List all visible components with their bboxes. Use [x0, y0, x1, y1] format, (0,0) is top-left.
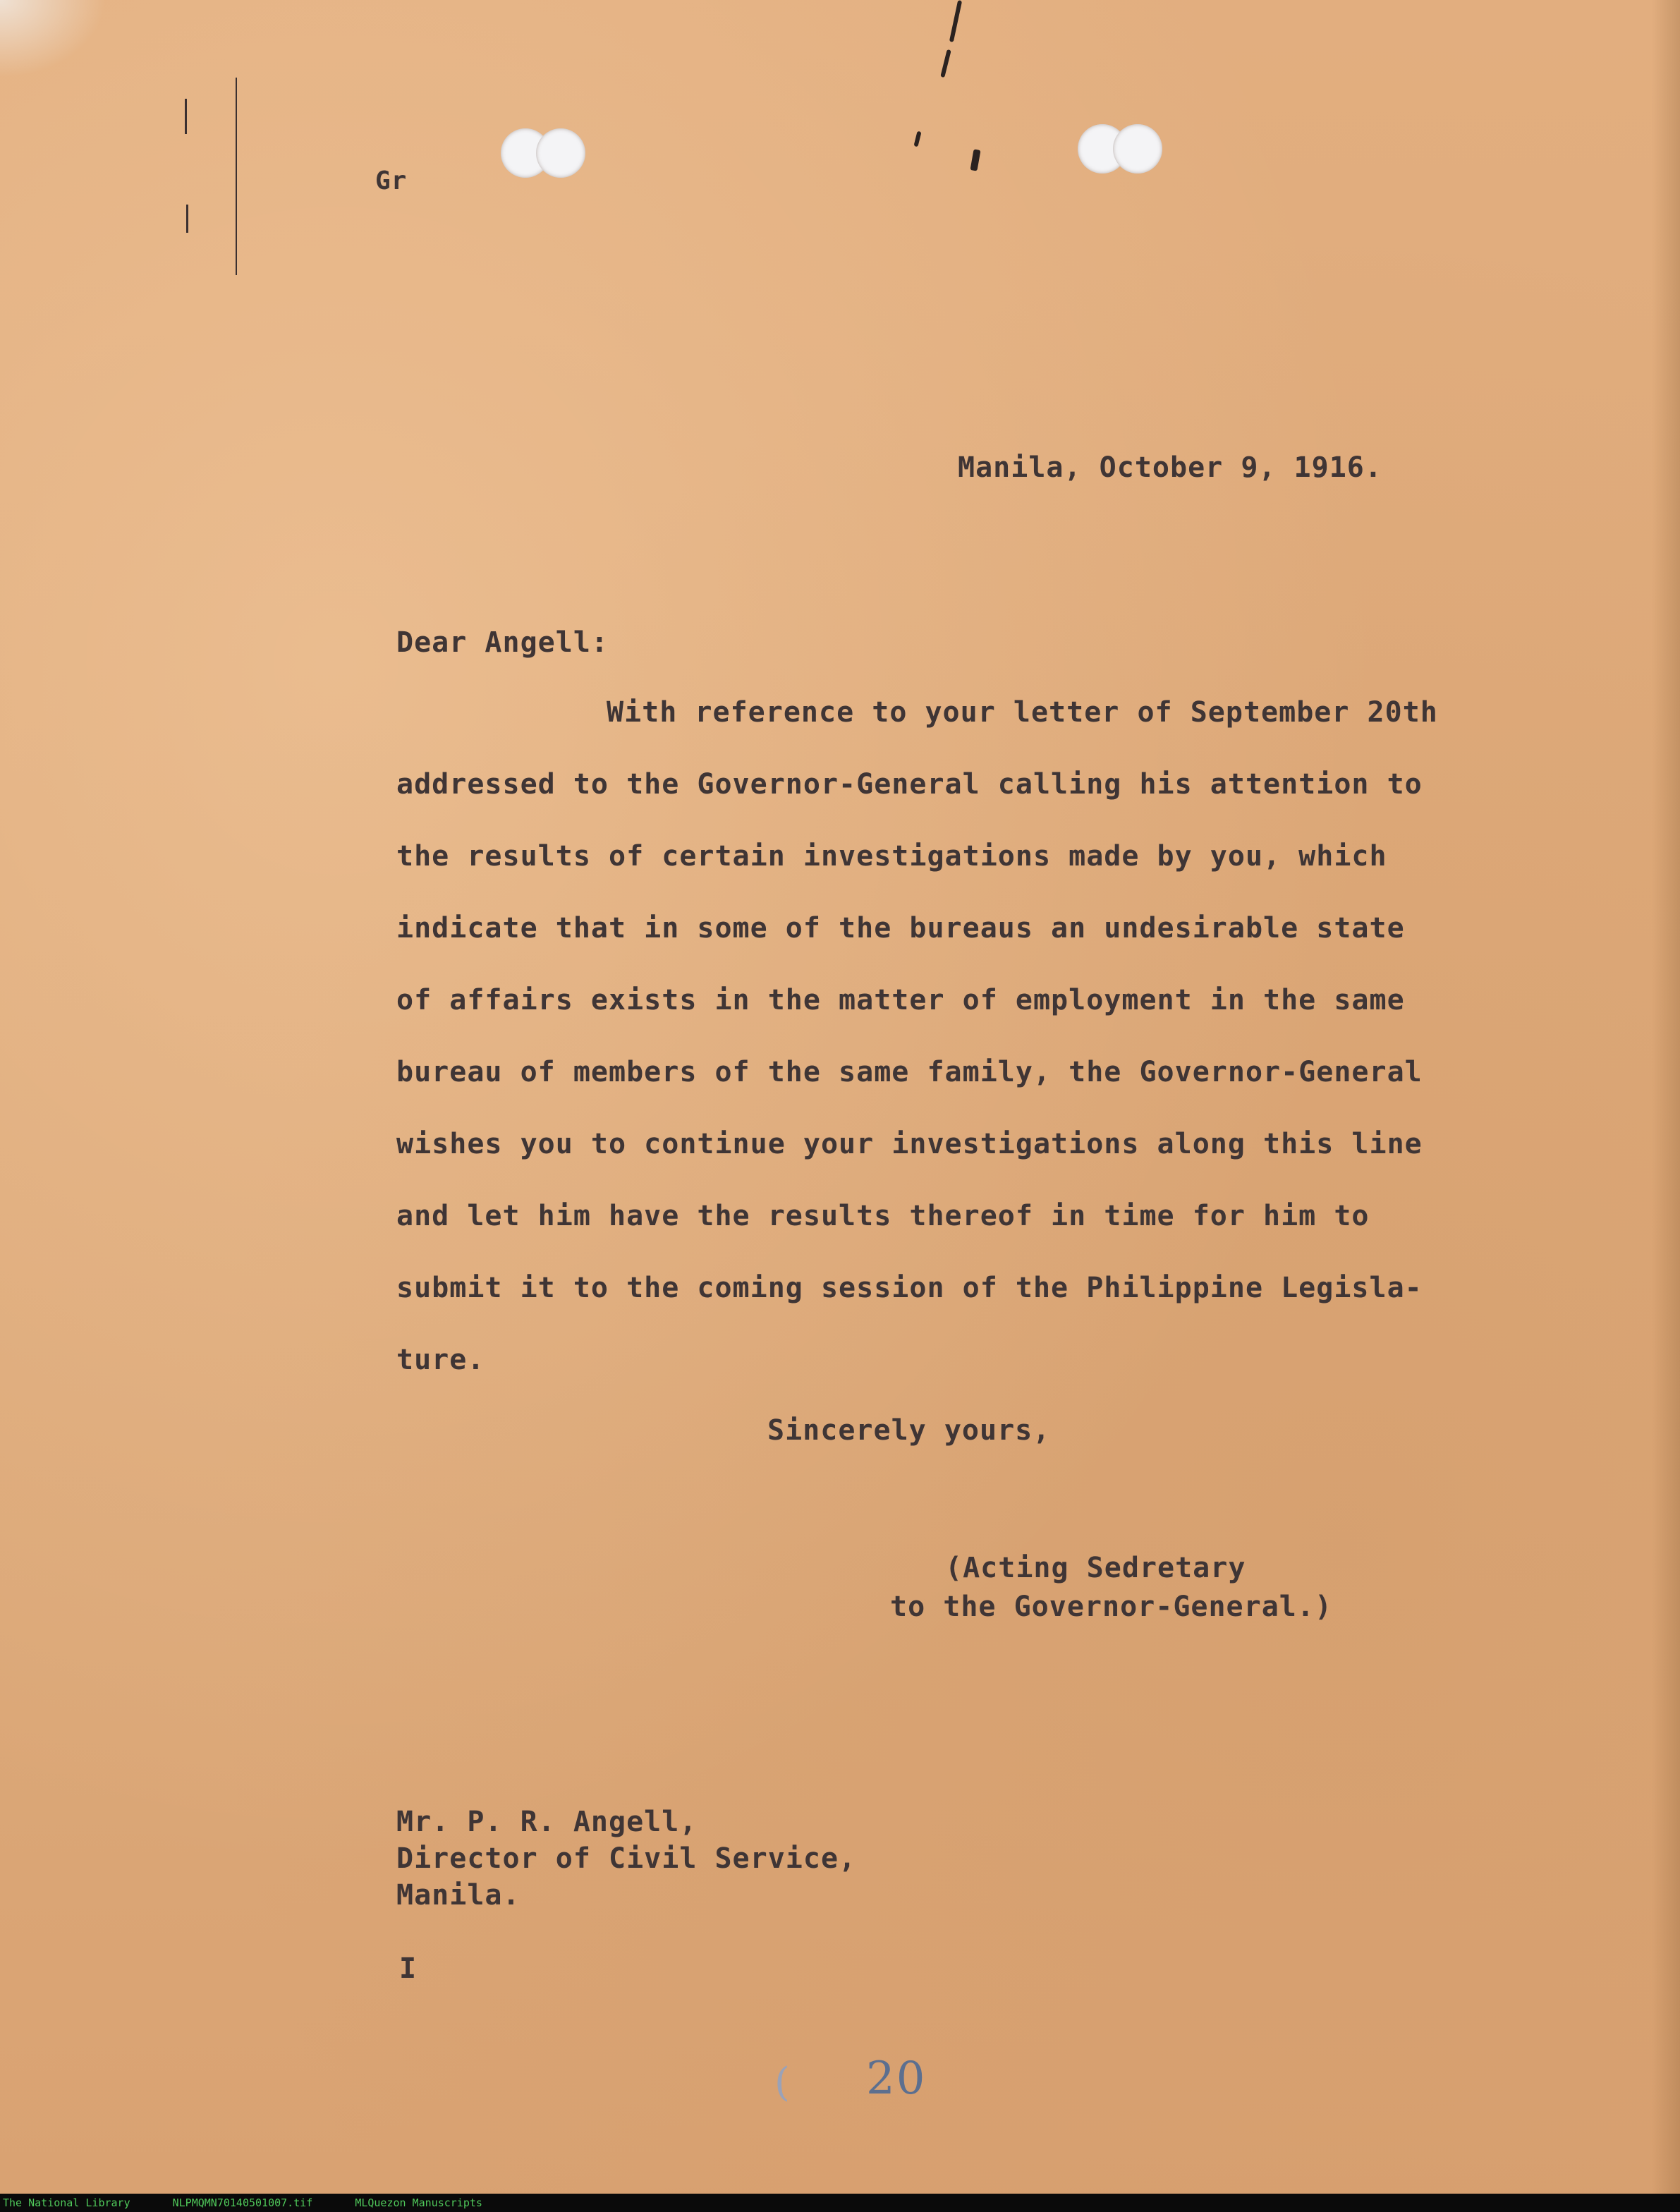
footer-file-name: NLPMQMN70140501007.tif — [172, 2196, 313, 2209]
body-line: bureau of members of the same family, the Governor-General — [396, 1056, 1423, 1088]
pen-stroke-mark — [940, 49, 951, 78]
body-line: submit it to the coming session of the Philippine Legisla- — [396, 1272, 1423, 1304]
recipient-city: Manila. — [396, 1879, 521, 1912]
letter-body — [396, 695, 1454, 1414]
margin-tick-mark — [186, 205, 188, 233]
recipient-name: Mr. P. R. Angell, — [396, 1806, 698, 1838]
margin-rule-mark — [236, 78, 237, 275]
folio-bracket-mark: ( — [774, 2060, 790, 2105]
typist-initial: I — [399, 1952, 418, 1985]
paper-edge-shadow — [1652, 0, 1680, 2194]
pen-stroke-mark — [970, 149, 980, 171]
pen-stroke-mark — [913, 131, 921, 147]
folio-number: 20 — [866, 2053, 927, 2105]
margin-tick-mark — [185, 99, 187, 134]
signature-title-line-2: to the Governor-General.) — [890, 1591, 1333, 1623]
footer-collection: MLQuezon Manuscripts — [355, 2196, 482, 2209]
closing: Sincerely yours, — [767, 1414, 1051, 1447]
archive-footer-bar — [0, 2194, 1680, 2212]
file-initials: Gr — [375, 166, 408, 195]
body-line: indicate that in some of the bureaus an undesirable state — [396, 912, 1405, 944]
body-line: the results of certain investigations made by you, which — [396, 840, 1387, 873]
signature-title-line-1: (Acting Sedretary — [945, 1552, 1246, 1584]
body-line: of affairs exists in the matter of employment in the same — [396, 984, 1405, 1016]
dateline: Manila, October 9, 1916. — [958, 451, 1382, 484]
body-line: With reference to your letter of September 20th — [607, 696, 1438, 729]
body-line: addressed to the Governor-General calling his attention to — [396, 768, 1423, 801]
body-line: wishes you to continue your investigations along this line — [396, 1128, 1423, 1160]
recipient-title: Director of Civil Service, — [396, 1842, 857, 1875]
pen-stroke-mark — [949, 0, 962, 42]
body-line: ture. — [396, 1344, 485, 1376]
paper-corner-wear — [0, 0, 106, 78]
footer-library: The National Library — [3, 2196, 130, 2209]
body-line: and let him have the results thereof in time for him to — [396, 1200, 1370, 1232]
salutation: Dear Angell: — [396, 626, 609, 659]
punch-hole-left — [501, 128, 585, 178]
punch-hole-right — [1078, 124, 1162, 174]
